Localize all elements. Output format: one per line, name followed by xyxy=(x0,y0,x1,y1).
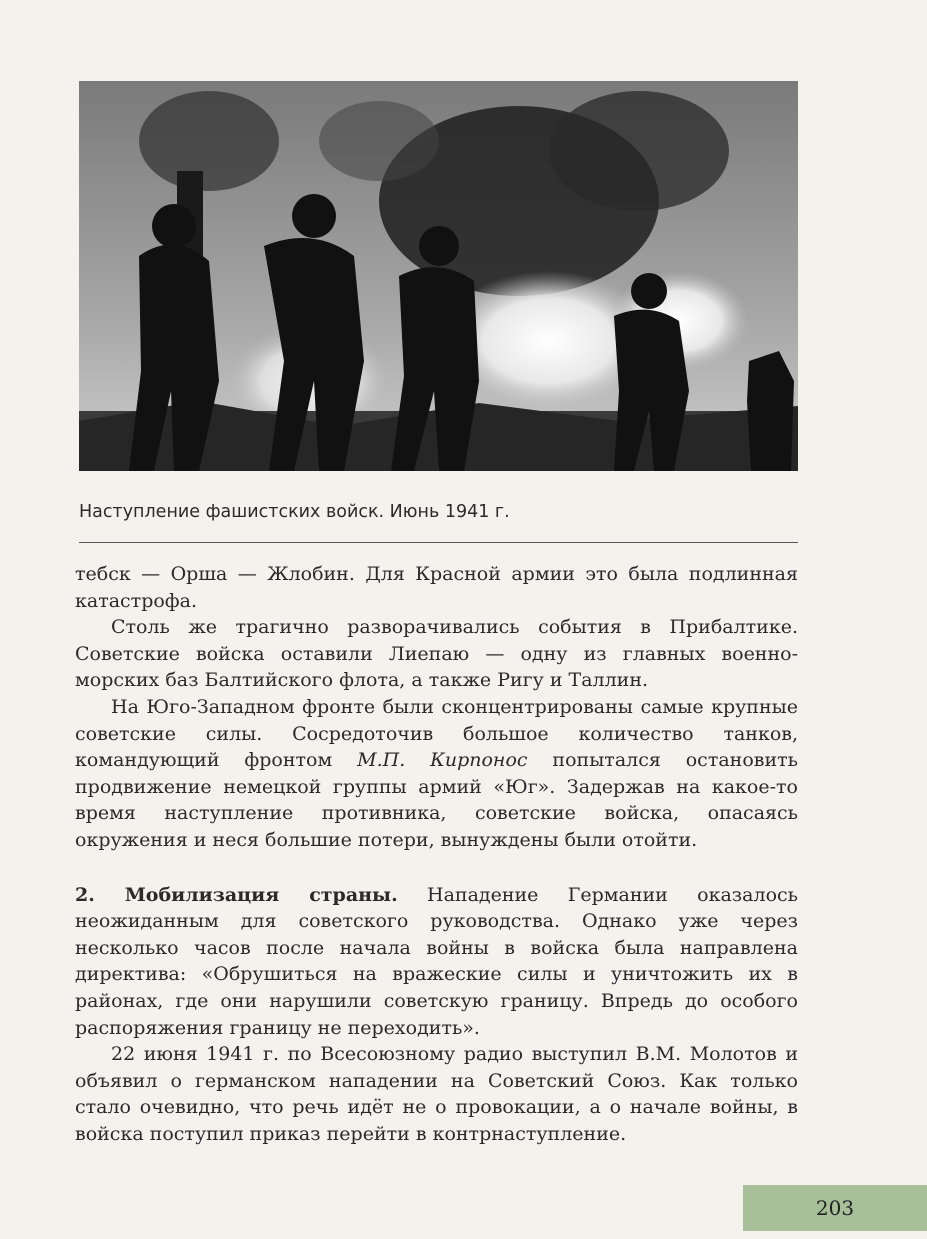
paragraph-5: 22 июня 1941 г. по Всесоюзному радио выступил В.М. Молотов и объявил о германском нападении на Советский Союз. Как только стало очевидно, что речь идёт не о провокации, а о начале войны, в войска поступил приказ перейти в контрнаступление. xyxy=(75,1043,798,1145)
paragraph-3-end: попытался остановить продвижение немецкой группы армий «Юг». Задержав на какое-то время наступление противника, советские войска, опасаясь окружения и неся большие потери, вынуждены были отойти. xyxy=(75,749,798,851)
main-text xyxy=(75,561,798,1147)
paragraph-3 xyxy=(75,694,798,854)
section-heading: 2. Мобилизация страны. xyxy=(75,883,398,906)
paragraph-4-text: Нападение Германии оказалось неожиданным для советского руководства. Однако уже через несколько часов после начала войны в войска была направлена директива: «Обрушиться на вражеские силы и уничтожить их в районах, где они нарушили советскую границу. Впредь до особого распоряжения границу не переходить». xyxy=(75,883,798,1039)
paragraph-3-start: На Юго-Западном фронте были сконцентрированы самые крупные советские силы. Сосредоточив большое количество танков, командующий фронтом xyxy=(75,695,798,772)
paragraph-4 xyxy=(75,882,798,1042)
caption-divider xyxy=(79,542,798,543)
paragraph-1: тебск — Орша — Жлобин. Для Красной армии это была подлинная катастрофа. xyxy=(75,563,798,612)
page-number: 203 xyxy=(743,1185,927,1231)
paragraph-2: Столь же трагично разворачивались события в Прибалтике. Советские войска оставили Лиепаю — одну из главных военно-морских баз Балтийского флота, а также Ригу и Таллин. xyxy=(75,616,798,692)
commander-name: М.П. Кирпонос xyxy=(357,749,528,772)
war-photo xyxy=(79,81,798,471)
photo-caption: Наступление фашистских войск. Июнь 1941 г. xyxy=(79,502,510,522)
